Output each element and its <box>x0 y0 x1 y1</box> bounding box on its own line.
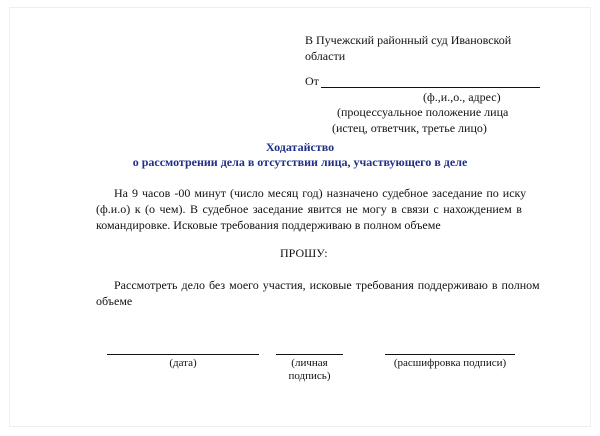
document-title: Ходатайство <box>265 140 335 154</box>
procedural-status-line2: (истец, ответчик, третье лицо) <box>332 121 487 135</box>
date-line <box>107 354 259 355</box>
date-caption: (дата) <box>169 357 197 369</box>
decoding-caption: (расшифровка подписи) <box>393 357 507 369</box>
paragraph1-line3: командировке. Исковые требования поддерживаю в полном объеме <box>96 218 441 232</box>
court-addressee-line1: В Пучежский районный суд Ивановской <box>305 33 512 47</box>
document-page <box>10 8 590 426</box>
request-heading: ПРОШУ: <box>280 246 328 260</box>
document-subtitle: о рассмотрении дела в отсутствии лица, участвующего в деле <box>132 155 468 169</box>
from-fill-line <box>321 87 540 88</box>
paragraph1-line1: На 9 часов -00 минут (число месяц год) назначено судебное заседание по иску <box>114 186 527 200</box>
from-caption: (ф.,и.,о., адрес) <box>423 90 501 104</box>
paragraph2-line1: Рассмотреть дело без моего участия, исковые требования поддерживаю в полном <box>114 278 540 292</box>
from-label: От <box>305 74 319 88</box>
paragraph1-line2: (ф.и.о) к (о чем). В судебное заседание явится не могу в связи с нахождением в <box>96 202 522 216</box>
court-addressee-line2: области <box>305 49 346 63</box>
procedural-status-line1: (процессуальное положение лица <box>337 105 509 119</box>
signature-caption-line1: (личная <box>291 357 328 369</box>
signature-caption-line2: подпись) <box>288 370 331 382</box>
signature-line <box>276 354 343 355</box>
decoding-line <box>385 354 515 355</box>
paragraph2-line2: объеме <box>96 294 133 308</box>
